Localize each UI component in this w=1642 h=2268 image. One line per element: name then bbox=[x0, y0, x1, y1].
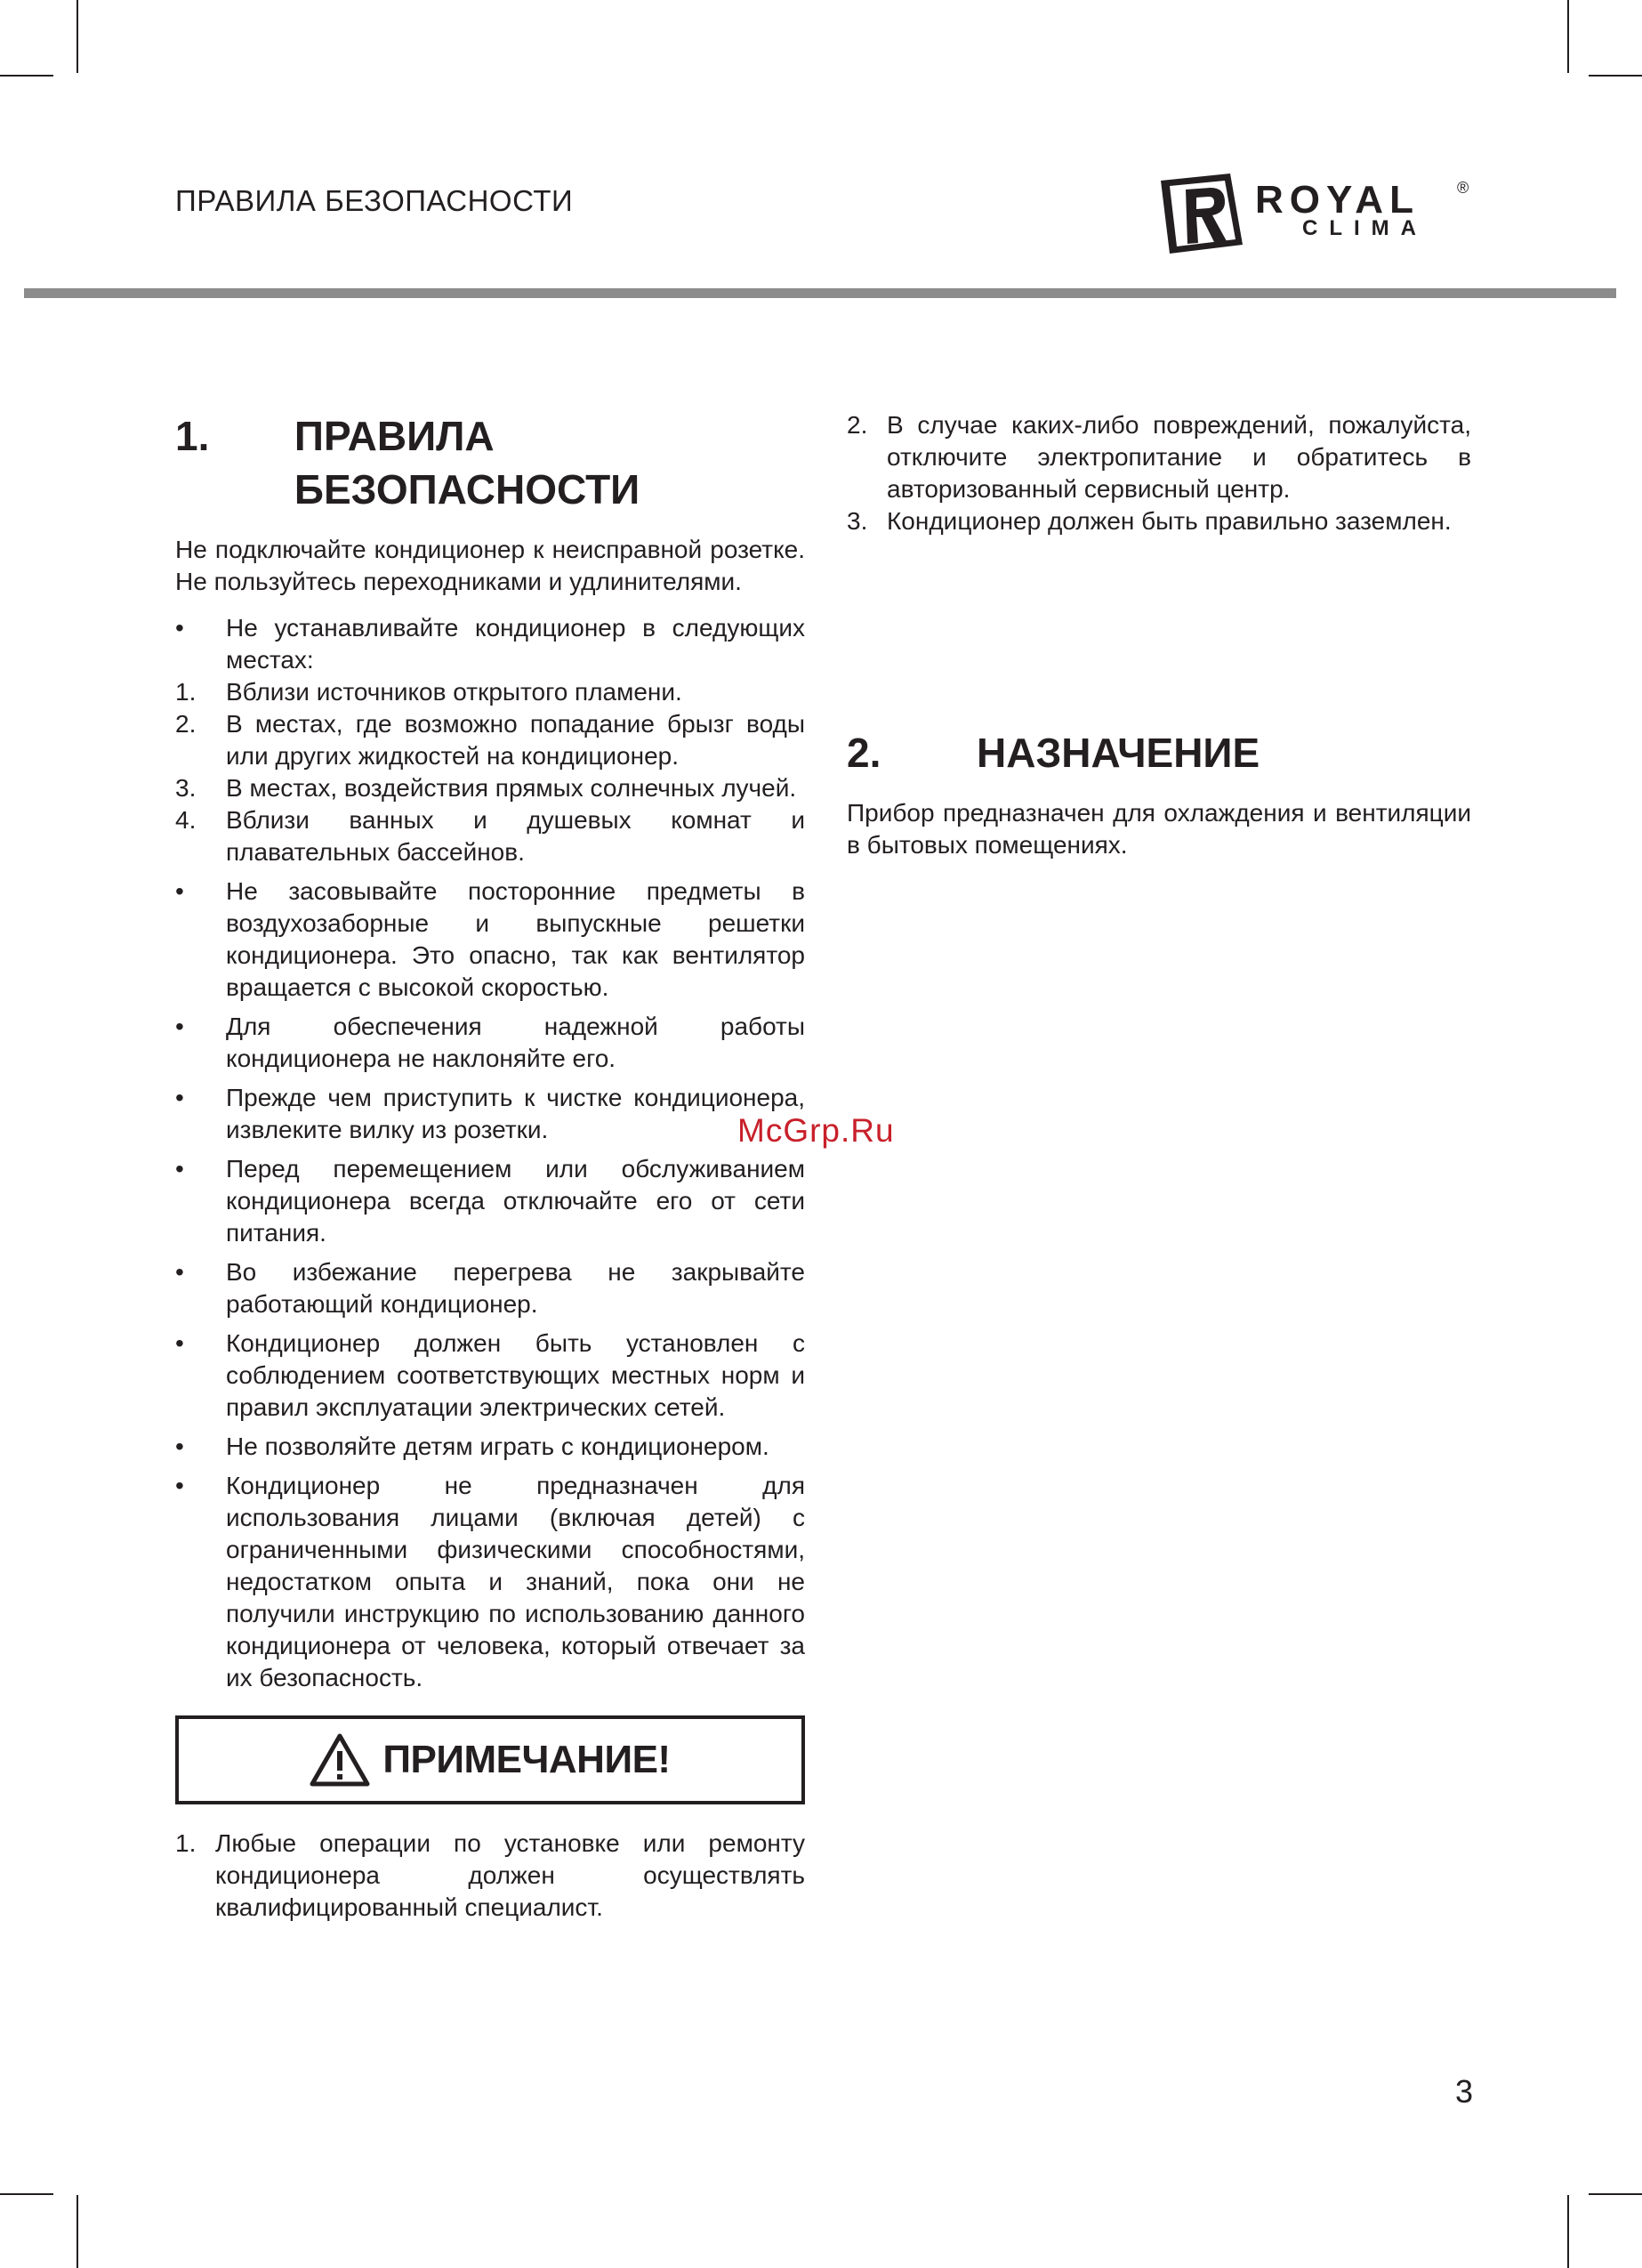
section-title: ПРАВИЛА БЕЗОПАСНОСТИ bbox=[294, 413, 640, 513]
brand-logo bbox=[1161, 174, 1470, 254]
left-column bbox=[175, 409, 805, 1924]
section-number: 2. bbox=[847, 730, 881, 776]
list-item: • Не позволяйте детям играть с кондиционером. bbox=[175, 1433, 769, 1460]
note-box bbox=[175, 1715, 805, 1804]
crop-mark bbox=[0, 75, 53, 77]
list-item: 1. Вблизи источников открытого пламени. bbox=[175, 678, 682, 706]
list-item: • Кондиционер не предназначен для использования лицами (включая детей) с ограниченными физическими способностями, недостатком опыта и знаний, пока они не получили инструкцию по использованию данного кондиционера от человека, который отвечает за их безопасность. bbox=[175, 1472, 805, 1691]
list-item: 2. В случае каких-либо повреждений, пожалуйста, отключите электропитание и обратитесь в авторизованный сервисный центр. bbox=[847, 411, 1471, 503]
note-title: ПРИМЕЧАНИЕ! bbox=[382, 1738, 671, 1781]
running-header: ПРАВИЛА БЕЗОПАСНОСТИ bbox=[175, 184, 574, 217]
crop-mark bbox=[76, 2195, 78, 2268]
crop-mark bbox=[0, 2193, 53, 2195]
warning-triangle-icon bbox=[310, 1733, 370, 1787]
crop-mark bbox=[1567, 2195, 1569, 2268]
right-column bbox=[847, 409, 1471, 876]
section-2-heading bbox=[847, 726, 1471, 779]
list-item: 3. Кондиционер должен быть правильно заземлен. bbox=[847, 507, 1452, 535]
list-item: 1. Любые операции по установке или ремонту кондиционера должен осуществлять квалифицированный специалист. bbox=[175, 1829, 805, 1921]
logo-text-clima: CLIMA bbox=[1302, 216, 1428, 240]
intro-paragraph: Не подключайте кондиционер к неисправной розетке. Не пользуйтесь переходниками и удлинителями. bbox=[175, 536, 805, 595]
royal-clima-r-emblem-icon bbox=[1161, 174, 1243, 254]
list-item: 4. Вблизи ванных и душевых комнат и плавательных бассейнов. bbox=[175, 806, 805, 866]
section-title: НАЗНАЧЕНИЕ bbox=[977, 730, 1260, 776]
list-item: • Перед перемещением или обслуживанием кондиционера всегда отключайте его от сети питания. bbox=[175, 1155, 805, 1247]
note-list bbox=[175, 1828, 805, 1924]
list-item: 3. В местах, воздействия прямых солнечных лучей. bbox=[175, 774, 797, 802]
section-number: 1. bbox=[175, 413, 210, 459]
list-item: • Не засовывайте посторонние предметы в воздухозаборные и выпускные решетки кондиционера. Это опасно, так как вентилятор вращается с высокой скоростью. bbox=[175, 877, 805, 1001]
crop-mark bbox=[1589, 2193, 1642, 2195]
list-item: • Во избежание перегрева не закрывайте работающий кондиционер. bbox=[175, 1258, 805, 1318]
crop-mark bbox=[1589, 75, 1642, 77]
safety-list bbox=[175, 612, 805, 1694]
watermark: McGrp.Ru bbox=[737, 1112, 895, 1149]
header-divider bbox=[24, 288, 1616, 298]
logo-text-royal: ROYAL bbox=[1255, 178, 1420, 222]
list-item: • Прежде чем приступить к чистке кондиционера, извлеките вилку из розетки. bbox=[175, 1084, 805, 1143]
list-item: • Не устанавливайте кондиционер в следующих местах: bbox=[175, 614, 805, 674]
list-item: 2. В местах, где возможно попадание брызг воды или других жидкостей на кондиционер. bbox=[175, 710, 805, 770]
crop-mark bbox=[1567, 0, 1569, 73]
registered-mark: ® bbox=[1457, 179, 1469, 197]
list-item: • Для обеспечения надежной работы кондиционера не наклоняйте его. bbox=[175, 1013, 805, 1072]
list-item: • Кондиционер должен быть установлен с соблюдением соответствующих местных норм и правил эксплуатации электрических сетей. bbox=[175, 1329, 805, 1421]
purpose-paragraph: Прибор предназначен для охлаждения и вентиляции в бытовых помещениях. bbox=[847, 799, 1471, 859]
crop-mark bbox=[76, 0, 78, 73]
note-list-continued bbox=[847, 409, 1471, 537]
section-1-heading bbox=[175, 409, 805, 516]
page-number: 3 bbox=[1455, 2073, 1474, 2110]
